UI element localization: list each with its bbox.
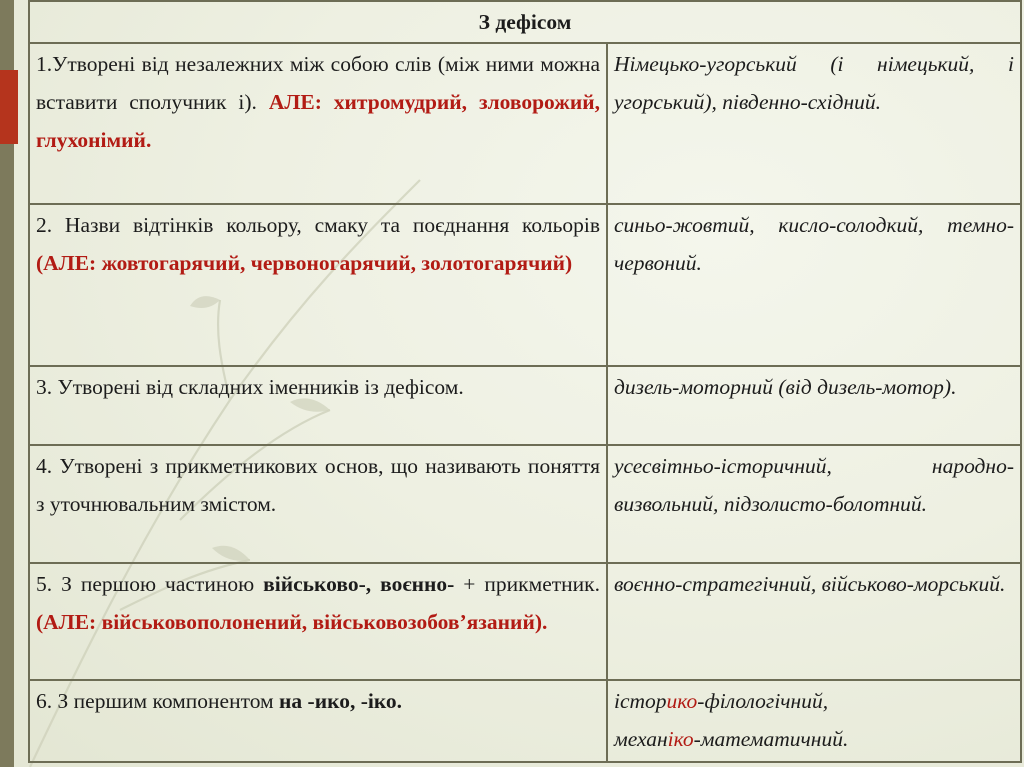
example-part: істор [614,688,667,713]
table-row [29,445,1021,563]
rule-exception: (АЛЕ: військовополонений, військовозобов’язаний). [36,609,548,634]
rule-cell [29,563,607,680]
rule-text: 3. Утворені від складних іменників із дефісом. [36,374,464,399]
example-part: механ [614,726,668,751]
rule-text-bold: на -ико, -іко. [279,688,403,713]
rule-text-start: 6. З першим компонентом [36,688,280,713]
example-cell: синьо-жовтий, кисло-солодкий, темно-червоний. [607,204,1021,365]
table-row [29,204,1021,365]
table-header: З дефісом [29,1,1021,43]
hyphen-rules-table [28,0,1022,763]
example-part: -математичний. [693,726,849,751]
example-line [614,720,1014,758]
table-row [29,680,1021,762]
rule-text-end: + прикметник. [454,571,600,596]
example-highlight: ико [666,688,698,713]
example-part: -філологічний, [697,688,829,713]
example-cell: усесвітньо-історичний, народно-визвольний, підзолисто-болотний. [607,445,1021,563]
table-row [29,43,1021,204]
rule-text-bold: військово-, воєнно- [263,571,455,596]
rule-text-start: 5. З першою частиною [36,571,264,596]
rule-cell [29,680,607,762]
rule-cell [29,366,607,445]
example-cell: Німецько-угорський (і німецький, і угорський), південно-східний. [607,43,1021,204]
rule-text: 4. Утворені з прикметникових основ, що називають поняття з уточнювальним змістом. [36,453,600,516]
table-row [29,563,1021,680]
table-row [29,366,1021,445]
rule-cell [29,445,607,563]
slide-side-tab [0,70,18,144]
example-highlight: іко [667,726,694,751]
rule-text: 2. Назви відтінків кольору, смаку та поєднання кольорів [36,213,600,238]
example-cell: воєнно-стратегічний, військово-морський. [607,563,1021,680]
rule-cell [29,43,607,204]
rule-text: 1.Утворені від незалежних між собою слів (між ними можна вставити сполучник і). [36,52,600,115]
rule-exception: АЛЕ: хитромудрий, зловорожий, глухонімий. [36,90,601,153]
example-cell [607,680,1021,762]
example-cell: дизель-моторний (від дизель-мотор). [607,366,1021,445]
rule-exception: (АЛЕ: жовтогарячий, червоногарячий, золотогарячий) [36,251,573,276]
example-line [614,682,1014,720]
rule-cell [29,204,607,365]
